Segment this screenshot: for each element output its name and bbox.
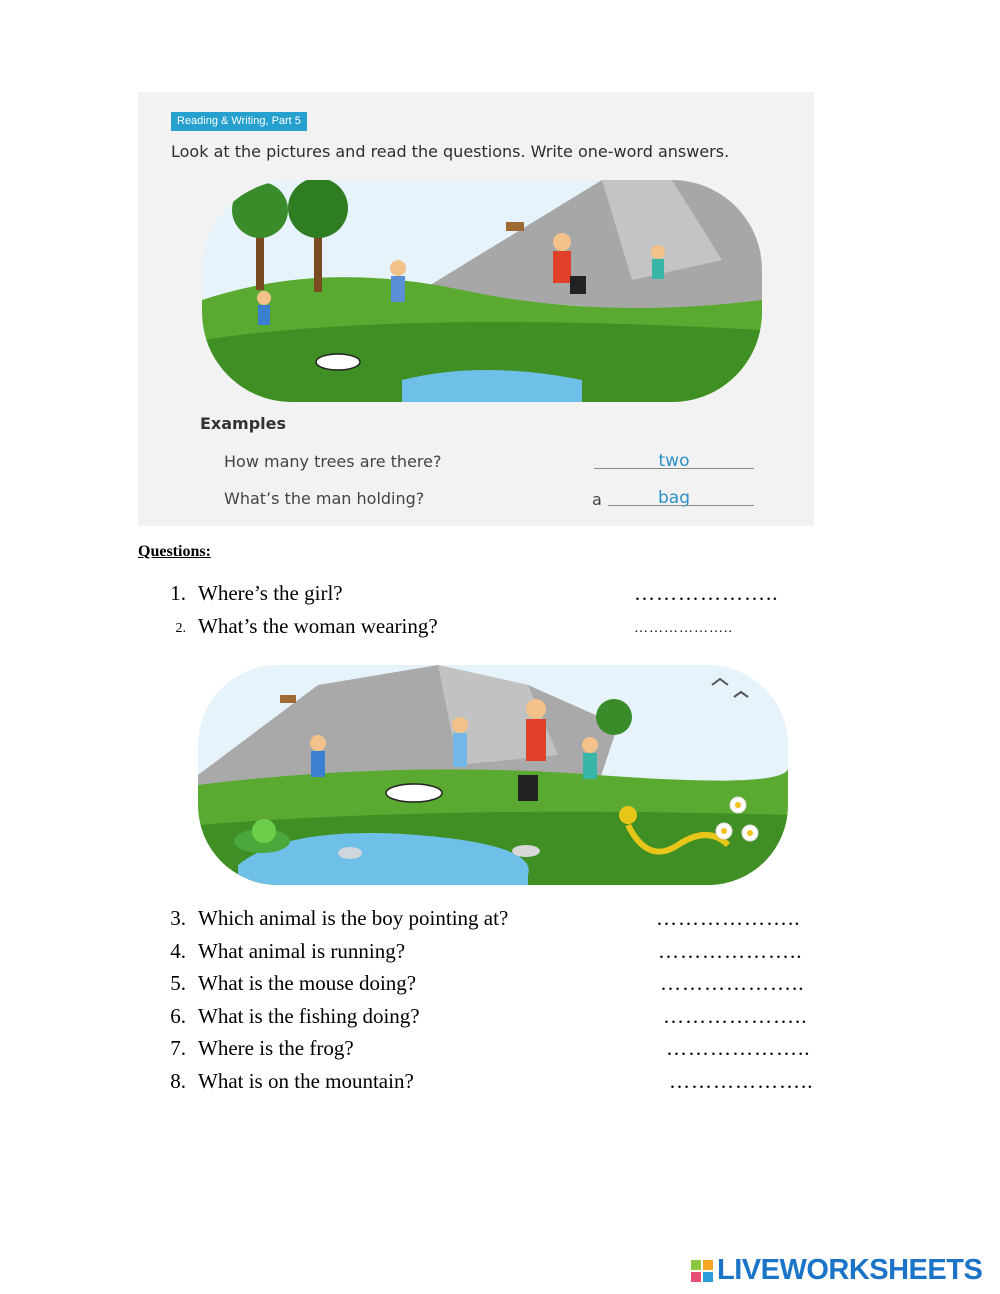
- goat-figure: [506, 222, 524, 231]
- mouse-figure: [512, 845, 540, 857]
- answer-blank[interactable]: ………………..: [634, 621, 733, 636]
- question-number: 8.: [170, 1069, 186, 1093]
- tree-2: [288, 180, 348, 238]
- question-number: 1.: [170, 581, 186, 605]
- question-number: 3.: [170, 906, 186, 930]
- example-answer-1: two: [658, 451, 690, 471]
- question-number: 5.: [170, 971, 186, 995]
- question-text: Where is the frog?: [198, 1036, 354, 1060]
- logo-blocks-icon: [691, 1260, 713, 1282]
- liveworksheets-logo[interactable]: [691, 1254, 982, 1287]
- question-text: What is on the mountain?: [198, 1069, 414, 1093]
- question-number: 4.: [170, 939, 186, 963]
- dog-figure: [386, 784, 442, 802]
- answer-blank[interactable]: ………………..: [669, 1069, 814, 1093]
- question-text: What animal is running?: [198, 939, 406, 963]
- instruction-text: Look at the pictures and read the questions. Write one-word answers.: [171, 142, 730, 161]
- question-number: 6.: [170, 1004, 186, 1028]
- answer-blank[interactable]: ………………..: [656, 906, 801, 930]
- exercise-scan-panel: [138, 92, 814, 526]
- question-text: What is the mouse doing?: [198, 971, 417, 995]
- examples-heading: Examples: [200, 414, 287, 433]
- question-text: What’s the woman wearing?: [198, 614, 438, 638]
- scene-picture-2: [198, 665, 788, 885]
- example-answer-prefix: a: [592, 490, 602, 509]
- man-figure: [553, 251, 571, 283]
- frog-figure: [252, 819, 276, 843]
- woman-figure: [391, 276, 405, 302]
- logo-text: LIVEWORKSHEETS: [717, 1254, 983, 1286]
- question-text: Where’s the girl?: [198, 581, 343, 605]
- answer-blank[interactable]: ………………..: [660, 971, 805, 995]
- example-question-1: How many trees are there?: [224, 452, 442, 471]
- fish-figure: [338, 847, 362, 859]
- girl-figure: [311, 751, 325, 777]
- example-answer-2: bag: [658, 488, 690, 508]
- girl-figure: [258, 305, 270, 325]
- answer-blank[interactable]: ………………..: [634, 581, 779, 605]
- answer-blank[interactable]: ………………..: [666, 1036, 811, 1060]
- scene-picture-1: [202, 180, 762, 402]
- answer-blank[interactable]: ………………..: [663, 1004, 808, 1028]
- answer-blank[interactable]: ………………..: [658, 939, 803, 963]
- man-figure: [526, 719, 546, 761]
- woman-figure: [453, 733, 467, 767]
- part-tag: Reading & Writing, Part 5: [171, 112, 307, 131]
- boy-figure: [652, 259, 664, 279]
- example-question-2: What’s the man holding?: [224, 489, 425, 508]
- boy-figure: [583, 753, 597, 779]
- question-number: 7.: [170, 1036, 186, 1060]
- question-text: Which animal is the boy pointing at?: [198, 906, 509, 930]
- tree-1: [232, 182, 288, 238]
- question-text: What is the fishing doing?: [198, 1004, 420, 1028]
- goat-figure: [280, 695, 296, 703]
- dog-figure: [316, 354, 360, 370]
- question-number: 2.: [175, 621, 186, 636]
- example-answer-line-2: [608, 505, 754, 506]
- questions-heading: Questions:: [138, 543, 211, 560]
- example-answer-line-1: [594, 468, 754, 469]
